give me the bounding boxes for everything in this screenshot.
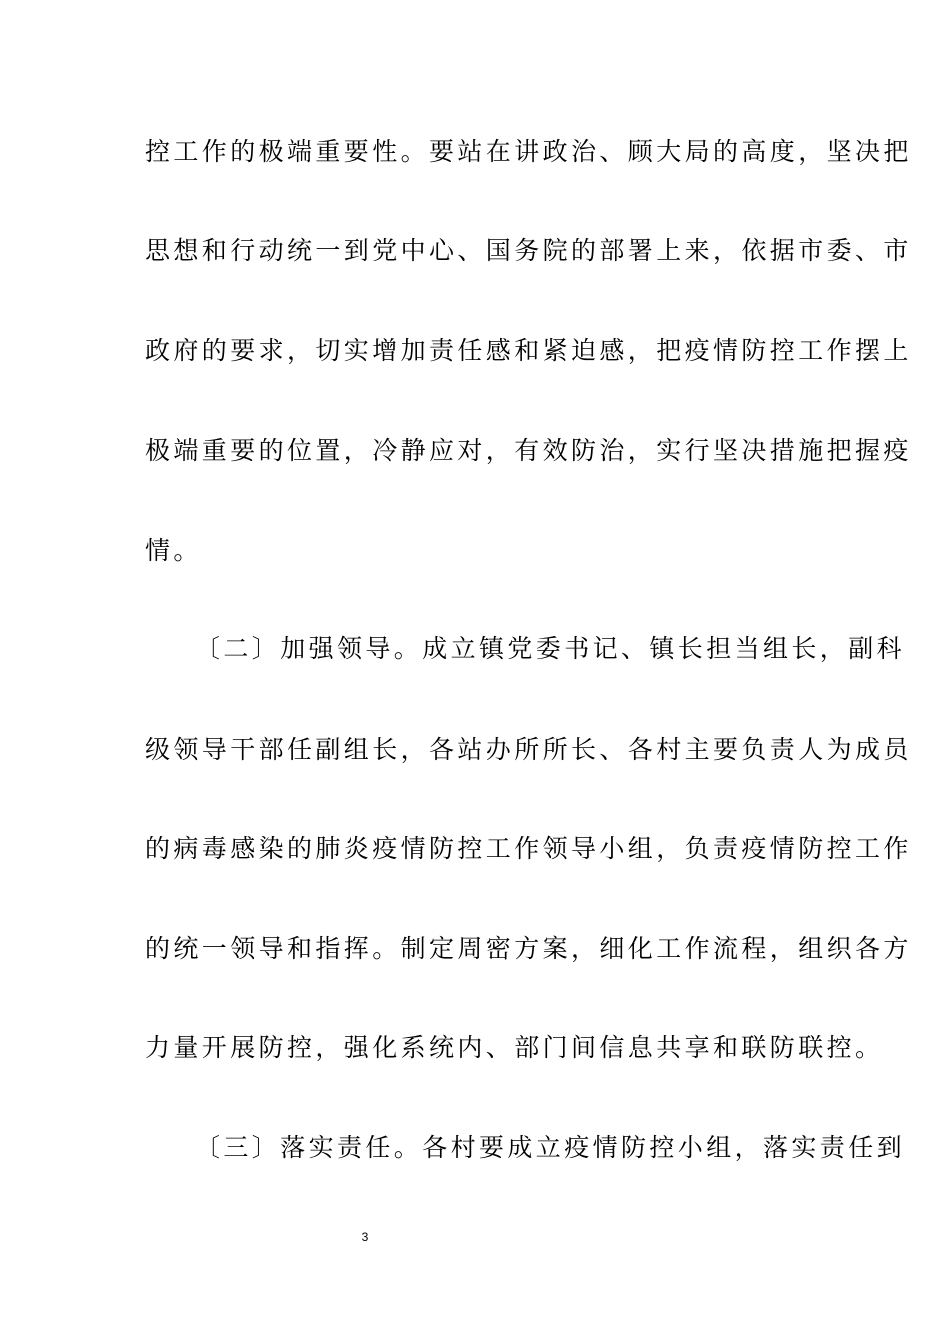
paragraph-line: 的统一领导和指挥。制定周密方案，细化工作流程，组织各方 — [145, 934, 912, 963]
paragraph-line: 极端重要的位置，冷静应对，有效防治，实行坚决措施把握疫 — [145, 436, 912, 465]
paragraph-line: 力量开展防控，强化系统内、部门间信息共享和联防联控。 — [145, 1033, 884, 1062]
paragraph-line: 级领导干部任副组长，各站办所所长、各村主要负责人为成员 — [145, 735, 912, 764]
paragraph-line: 〔二〕加强领导。成立镇党委书记、镇长担当组长，副科 — [195, 634, 906, 663]
paragraph-line: 思想和行动统一到党中心、国务院的部署上来，依据市委、市 — [145, 236, 912, 265]
paragraph-line: 政府的要求，切实增加责任感和紧迫感，把疫情防控工作摆上 — [145, 336, 912, 365]
paragraph-line: 〔三〕落实责任。各村要成立疫情防控小组，落实责任到 — [195, 1133, 906, 1162]
paragraph-line: 的病毒感染的肺炎疫情防控工作领导小组，负责疫情防控工作 — [145, 834, 912, 863]
page-number: 3 — [361, 1230, 369, 1244]
paragraph-line: 情。 — [145, 536, 202, 565]
paragraph-line: 控工作的极端重要性。要站在讲政治、顾大局的高度，坚决把 — [145, 137, 912, 166]
